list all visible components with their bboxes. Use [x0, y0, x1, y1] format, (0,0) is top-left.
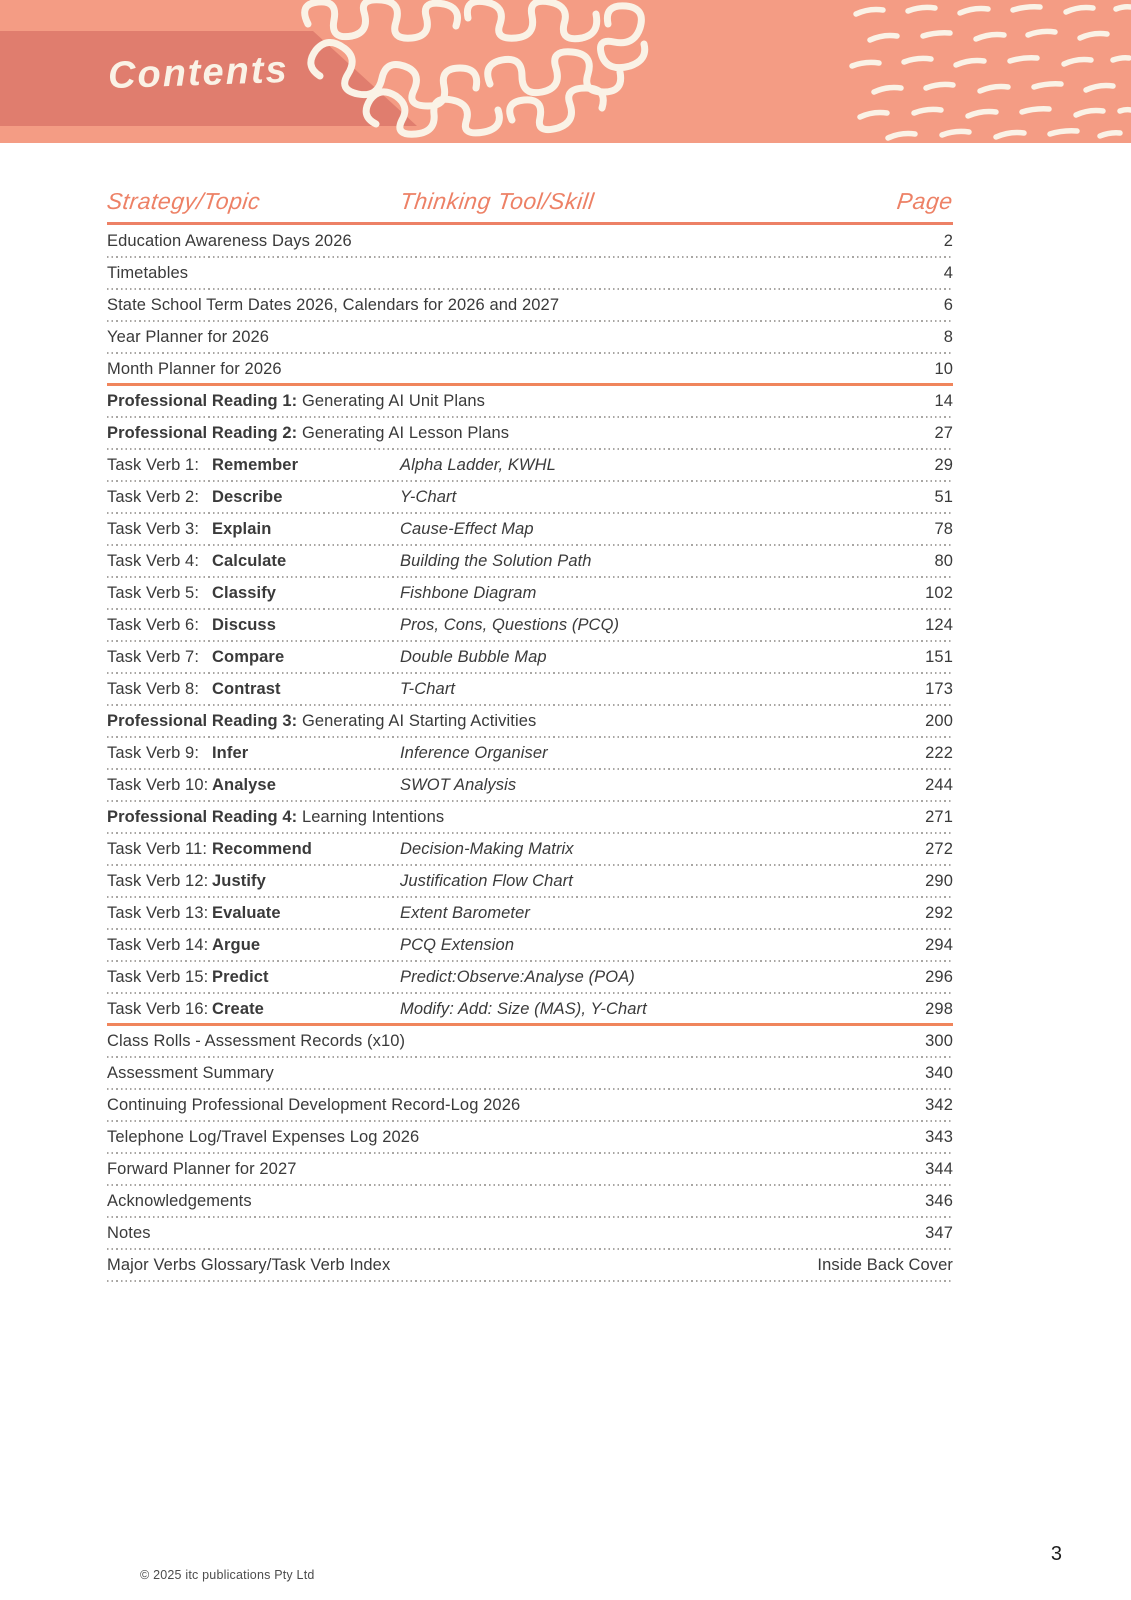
table-row	[107, 737, 953, 769]
row-thinking-tool: Fishbone Diagram	[400, 583, 537, 602]
row-label: Task Verb 11: Recommend	[107, 839, 312, 858]
table-row	[107, 609, 953, 641]
row-label: Professional Reading 2: Generating AI Lesson Plans	[107, 423, 510, 442]
row-label: Month Planner for 2026	[107, 359, 282, 378]
row-page-number: 14	[934, 391, 953, 410]
row-label: Task Verb 15: Predict	[107, 967, 269, 986]
row-page-number: 27	[934, 423, 953, 442]
table-row	[107, 1057, 953, 1089]
row-page-number: 271	[925, 807, 953, 826]
row-label: Task Verb 13: Evaluate	[107, 903, 281, 922]
table-row	[107, 1089, 953, 1121]
table-row	[107, 1185, 953, 1217]
row-label: Task Verb 12: Justify	[107, 871, 266, 890]
row-thinking-tool: Justification Flow Chart	[400, 871, 573, 890]
table-row	[107, 353, 953, 385]
table-row	[107, 865, 953, 897]
table-row	[107, 929, 953, 961]
row-label: Task Verb 7: Compare	[107, 647, 285, 666]
table-row	[107, 1025, 953, 1057]
row-label: Task Verb 1: Remember	[107, 455, 299, 474]
row-thinking-tool: Pros, Cons, Questions (PCQ)	[400, 615, 620, 634]
table-row	[107, 1153, 953, 1185]
row-thinking-tool: Predict:Observe:Analyse (POA)	[400, 967, 635, 986]
row-label: Professional Reading 3: Generating AI Starting Activities	[107, 711, 537, 730]
table-row	[107, 705, 953, 737]
row-label: Task Verb 3: Explain	[107, 519, 272, 538]
page-title: Contents	[107, 48, 290, 98]
table-row	[107, 897, 953, 929]
row-page-number: Inside Back Cover	[817, 1255, 953, 1274]
row-thinking-tool: Modify: Add: Size (MAS), Y-Chart	[400, 999, 647, 1018]
table-row	[107, 577, 953, 609]
table-row	[107, 673, 953, 705]
table-row	[107, 225, 953, 257]
row-thinking-tool: Y-Chart	[400, 487, 457, 506]
row-page-number: 272	[925, 839, 953, 858]
row-label: Task Verb 5: Classify	[107, 583, 277, 602]
row-page-number: 151	[925, 647, 953, 666]
row-label: Continuing Professional Development Record-Log 2026	[107, 1095, 521, 1114]
table-row	[107, 641, 953, 673]
table-row	[107, 1121, 953, 1153]
row-page-number: 222	[925, 743, 953, 762]
row-thinking-tool: Decision-Making Matrix	[400, 839, 574, 858]
row-label: Task Verb 2: Describe	[107, 487, 283, 506]
row-label: Task Verb 8: Contrast	[107, 679, 281, 698]
page-number: 3	[1050, 1543, 1062, 1565]
row-page-number: 344	[925, 1159, 953, 1178]
row-page-number: 347	[925, 1223, 953, 1242]
table-of-contents	[107, 188, 953, 1281]
row-label: Notes	[107, 1223, 151, 1242]
dash-pattern-icon	[828, 0, 1131, 143]
row-label: Acknowledgements	[107, 1191, 252, 1210]
row-thinking-tool: Extent Barometer	[400, 903, 530, 922]
row-page-number: 244	[925, 775, 953, 794]
row-page-number: 200	[925, 711, 953, 730]
row-thinking-tool: Double Bubble Map	[400, 647, 547, 666]
row-label: Class Rolls - Assessment Records (x10)	[107, 1031, 406, 1050]
table-row	[107, 833, 953, 865]
table-row	[107, 545, 953, 577]
row-page-number: 343	[925, 1127, 953, 1146]
table-row	[107, 257, 953, 289]
row-label: Task Verb 16: Create	[107, 999, 264, 1018]
row-label: Telephone Log/Travel Expenses Log 2026	[107, 1127, 420, 1146]
column-header-thinking-tool-skill: Thinking Tool/Skill	[398, 188, 596, 214]
row-thinking-tool: Building the Solution Path	[400, 551, 592, 570]
table-row	[107, 513, 953, 545]
row-page-number: 2	[943, 231, 953, 250]
row-page-number: 346	[925, 1191, 953, 1210]
row-thinking-tool: T-Chart	[400, 679, 456, 698]
row-page-number: 300	[925, 1031, 953, 1050]
table-row	[107, 1217, 953, 1249]
row-label: Major Verbs Glossary/Task Verb Index	[107, 1255, 391, 1274]
table-row	[107, 417, 953, 449]
row-page-number: 124	[925, 615, 953, 634]
column-header-strategy-topic: Strategy/Topic	[105, 188, 262, 214]
row-page-number: 292	[925, 903, 953, 922]
row-page-number: 294	[925, 935, 953, 954]
row-label: State School Term Dates 2026, Calendars for 2026 and 2027	[107, 295, 560, 314]
row-label: Task Verb 9: Infer	[107, 743, 249, 762]
row-page-number: 78	[934, 519, 953, 538]
row-page-number: 8	[943, 327, 953, 346]
row-label: Timetables	[107, 263, 189, 282]
column-header-page: Page	[895, 188, 955, 214]
table-row	[107, 961, 953, 993]
table-row	[107, 993, 953, 1025]
row-label: Forward Planner for 2027	[107, 1159, 297, 1178]
row-label: Year Planner for 2026	[107, 327, 270, 346]
row-label: Professional Reading 1: Generating AI Unit Plans	[107, 391, 486, 410]
row-page-number: 4	[943, 263, 953, 282]
table-row	[107, 801, 953, 833]
row-thinking-tool: PCQ Extension	[400, 935, 515, 954]
row-page-number: 290	[925, 871, 953, 890]
table-row	[107, 289, 953, 321]
row-thinking-tool: Alpha Ladder, KWHL	[400, 455, 556, 474]
row-thinking-tool: Cause-Effect Map	[400, 519, 534, 538]
row-page-number: 298	[925, 999, 953, 1018]
row-label: Task Verb 14: Argue	[107, 935, 261, 954]
copyright-text: © 2025 itc publications Pty Ltd	[140, 1568, 315, 1582]
table-row	[107, 449, 953, 481]
row-page-number: 296	[925, 967, 953, 986]
row-label: Task Verb 10: Analyse	[107, 775, 276, 794]
table-row	[107, 385, 953, 417]
page-banner	[0, 0, 1131, 143]
row-label: Assessment Summary	[107, 1063, 274, 1082]
row-page-number: 29	[934, 455, 953, 474]
row-label: Task Verb 6: Discuss	[107, 615, 276, 634]
row-label: Professional Reading 4: Learning Intentions	[107, 807, 445, 826]
table-row	[107, 1249, 953, 1281]
toc-header-row	[107, 188, 953, 222]
row-page-number: 6	[943, 295, 953, 314]
row-page-number: 10	[934, 359, 953, 378]
row-label: Education Awareness Days 2026	[107, 231, 352, 250]
row-label: Task Verb 4: Calculate	[107, 551, 287, 570]
table-row	[107, 481, 953, 513]
row-page-number: 102	[925, 583, 953, 602]
row-thinking-tool: SWOT Analysis	[400, 775, 517, 794]
row-page-number: 51	[934, 487, 953, 506]
row-page-number: 340	[925, 1063, 953, 1082]
toc-rows	[107, 225, 953, 1281]
row-page-number: 342	[925, 1095, 953, 1114]
row-thinking-tool: Inference Organiser	[400, 743, 548, 762]
row-page-number: 80	[934, 551, 953, 570]
table-row	[107, 321, 953, 353]
squiggle-doodle-icon	[290, 0, 660, 140]
table-row	[107, 769, 953, 801]
row-page-number: 173	[925, 679, 953, 698]
